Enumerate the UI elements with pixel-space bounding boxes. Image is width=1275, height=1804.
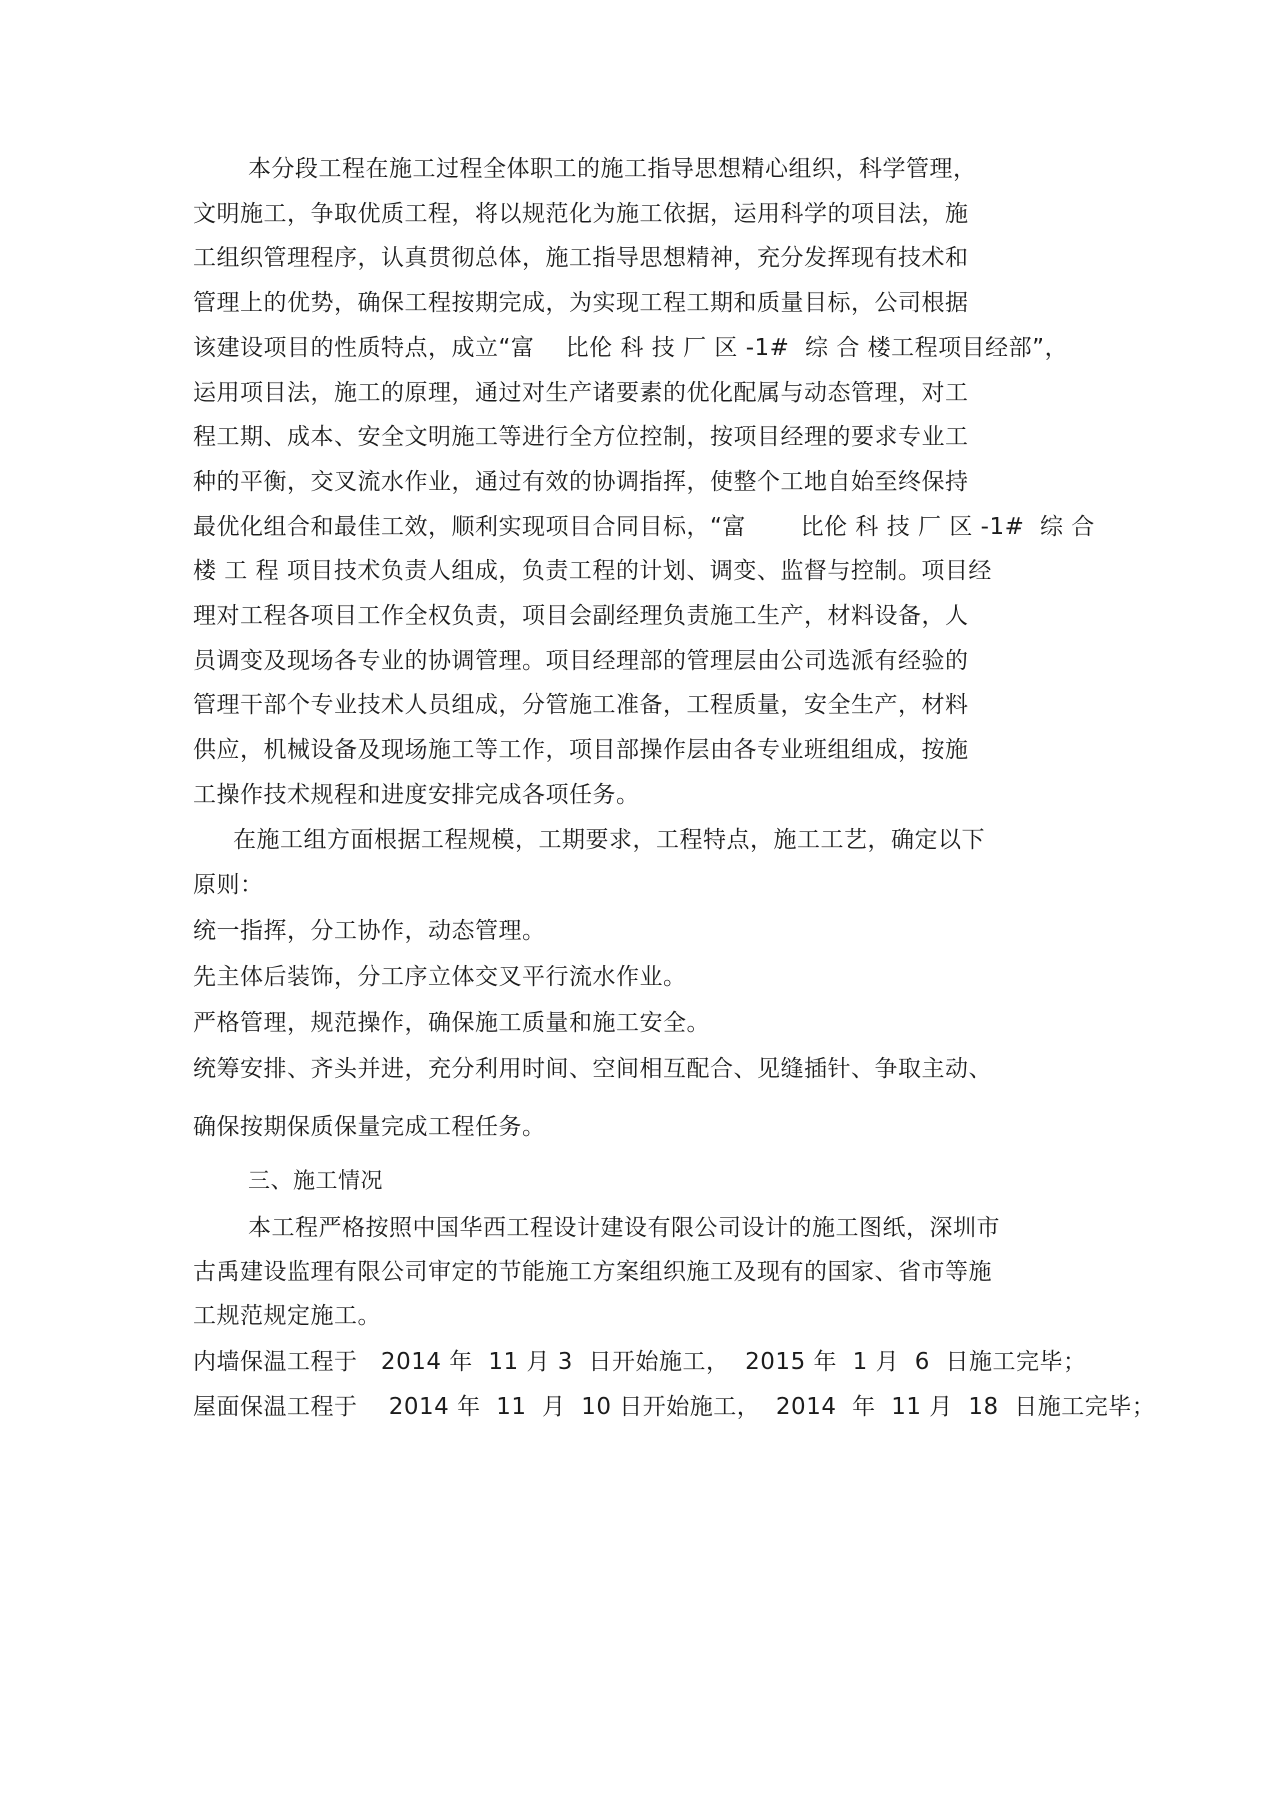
principle-item: 严格管理，规范操作，确保施工质量和施工安全。 xyxy=(193,1010,710,1036)
schedule-line: 屋面保温工程于 2014 年 11 月 10 日开始施工， 2014 年 11 月 18 日施工完毕； xyxy=(193,1394,1156,1420)
paragraph-line: 本工程严格按照中国华西工程设计建设有限公司设计的施工图纸，深圳市 xyxy=(248,1215,1000,1241)
paragraph-line: 供应，机械设备及现场施工等工作，项目部操作层由各专业班组组成，按施 xyxy=(193,737,969,763)
paragraph-line: 该建设项目的性质特点，成立“富 比伦 科 技 厂 区 -1# 综 合 楼工程项目经部”， xyxy=(193,335,1069,361)
paragraph-line: 楼 工 程 项目技术负责人组成，负责工程的计划、调变、监督与控制。项目经 xyxy=(193,558,992,584)
paragraph-line: 本分段工程在施工过程全体职工的施工指导思想精心组织，科学管理， xyxy=(248,156,977,182)
paragraph-line: 工组织管理程序，认真贯彻总体，施工指导思想精神，充分发挥现有技术和 xyxy=(193,245,969,271)
paragraph-line: 最优化组合和最佳工效，顺利实现项目合同目标，“富 比伦 科 技 厂 区 -1# 综 合 xyxy=(193,514,1095,540)
section-heading: 三、施工情况 xyxy=(248,1169,384,1194)
paragraph-line: 在施工组方面根据工程规模，工期要求，工程特点，施工工艺，确定以下 xyxy=(233,827,985,853)
paragraph-line: 理对工程各项目工作全权负责，项目会副经理负责施工生产，材料设备，人 xyxy=(193,603,969,629)
paragraph-line: 工规范规定施工。 xyxy=(193,1303,381,1329)
principle-item: 先主体后装饰，分工序立体交叉平行流水作业。 xyxy=(193,964,687,990)
paragraph-line: 原则： xyxy=(193,872,264,898)
paragraph-line: 管理上的优势，确保工程按期完成，为实现工程工期和质量目标，公司根据 xyxy=(193,290,969,316)
principle-item: 统一指挥，分工协作，动态管理。 xyxy=(193,918,546,944)
paragraph-line: 工操作技术规程和进度安排完成各项任务。 xyxy=(193,782,640,808)
schedule-line: 内墙保温工程于 2014 年 11 月 3 日开始施工， 2015 年 1 月 6 日施工完毕； xyxy=(193,1349,1087,1375)
paragraph-line: 管理干部个专业技术人员组成，分管施工准备，工程质量，安全生产，材料 xyxy=(193,692,969,718)
paragraph-line: 古禹建设监理有限公司审定的节能施工方案组织施工及现有的国家、省市等施 xyxy=(193,1259,992,1285)
paragraph-line: 程工期、成本、安全文明施工等进行全方位控制，按项目经理的要求专业工 xyxy=(193,424,969,450)
paragraph-line: 运用项目法，施工的原理，通过对生产诸要素的优化配属与动态管理，对工 xyxy=(193,380,969,406)
paragraph-line: 文明施工，争取优质工程，将以规范化为施工依据，运用科学的项目法，施 xyxy=(193,201,969,227)
paragraph-line: 员调变及现场各专业的协调管理。项目经理部的管理层由公司选派有经验的 xyxy=(193,648,969,674)
principle-item: 统筹安排、齐头并进，充分利用时间、空间相互配合、见缝插针、争取主动、 xyxy=(193,1056,992,1082)
paragraph-line: 种的平衡，交叉流水作业，通过有效的协调指挥，使整个工地自始至终保持 xyxy=(193,469,969,495)
principle-item: 确保按期保质保量完成工程任务。 xyxy=(193,1114,546,1140)
